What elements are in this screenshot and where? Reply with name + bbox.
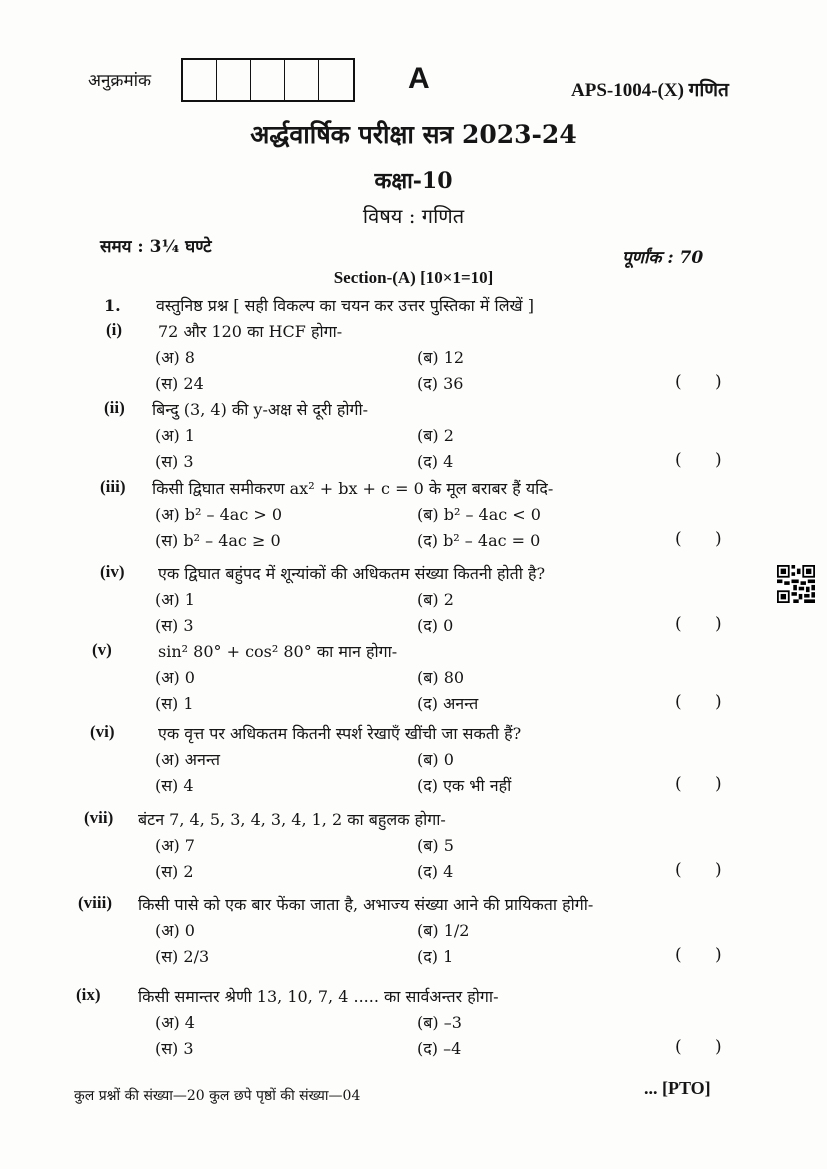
footer-info: कुल प्रश्नों की संख्या—20 कुल छपे पृष्ठों की संख्या—04	[74, 1088, 361, 1104]
question-number: (vi)	[90, 722, 115, 741]
option-d: (द) 4	[417, 452, 454, 471]
class-label: कक्षा-10	[374, 168, 453, 194]
option-c: (स) 1	[155, 694, 194, 713]
option-b: (ब) b² – 4ac < 0	[417, 505, 541, 524]
roll-box	[183, 60, 217, 100]
question-number: (ix)	[76, 985, 101, 1004]
question-text: एक वृत्त पर अधिकतम कितनी स्पर्श रेखाएँ खींची जा सकती हैं?	[158, 724, 522, 743]
roll-box	[319, 60, 353, 100]
section-title: Section-(A) [10×1=10]	[333, 268, 494, 287]
question-text: बंटन 7, 4, 5, 3, 4, 3, 4, 1, 2 का बहुलक होगा-	[138, 810, 446, 829]
option-c: (स) b² – 4ac ≥ 0	[155, 531, 281, 550]
max-marks: पूर्णांक : 70	[622, 248, 704, 268]
option-c: (स) 3	[155, 452, 194, 471]
question-text: किसी द्विघात समीकरण ax² + bx + c = 0 के मूल बराबर हैं यदि-	[152, 479, 554, 498]
pto-label: ... [PTO]	[644, 1078, 711, 1098]
answer-box: ( )	[675, 1037, 736, 1057]
option-c: (स) 3	[155, 616, 194, 635]
option-d: (द) 4	[417, 862, 454, 881]
exam-title: अर्द्धवार्षिक परीक्षा सत्र 2023-24	[250, 120, 577, 149]
option-d: (द) एक भी नहीं	[417, 776, 512, 795]
option-c: (स) 4	[155, 776, 194, 795]
option-a: (अ) 0	[155, 921, 195, 940]
question-number: (i)	[106, 320, 123, 339]
option-d: (द) 1	[417, 947, 454, 966]
option-d: (द) 0	[417, 616, 454, 635]
option-b: (ब) 2	[417, 426, 454, 445]
option-a: (अ) अनन्त	[155, 750, 220, 769]
option-a: (अ) 0	[155, 668, 195, 687]
option-b: (ब) 80	[417, 668, 465, 687]
option-a: (अ) 4	[155, 1013, 195, 1032]
option-c: (स) 2	[155, 862, 194, 881]
option-a: (अ) 8	[155, 348, 195, 367]
roll-number-label: अनुक्रमांक	[88, 71, 152, 91]
question-number: (ii)	[104, 398, 125, 417]
answer-box: ( )	[675, 614, 736, 634]
instruction-text: वस्तुनिष्ठ प्रश्न [ सही विकल्प का चयन कर उत्तर पुस्तिका में लिखें ]	[156, 296, 534, 315]
question-text: sin² 80° + cos² 80° का मान होगा-	[158, 642, 398, 661]
question-text: किसी पासे को एक बार फेंका जाता है, अभाज्य संख्या आने की प्रायिकता होगी-	[138, 895, 594, 914]
option-b: (ब) 5	[417, 836, 454, 855]
option-b: (ब) 1/2	[417, 921, 470, 940]
section-instruction	[104, 294, 534, 316]
answer-box: ( )	[675, 450, 736, 470]
question-number: (viii)	[78, 893, 112, 912]
option-c: (स) 3	[155, 1039, 194, 1058]
option-a: (अ) b² – 4ac > 0	[155, 505, 283, 524]
roll-box	[251, 60, 285, 100]
option-d: (द) b² – 4ac = 0	[417, 531, 541, 550]
option-b: (ब) 12	[417, 348, 465, 367]
option-c: (स) 24	[155, 374, 204, 393]
option-a: (अ) 1	[155, 590, 195, 609]
question-number: 1.	[104, 296, 121, 315]
option-b: (ब) –3	[417, 1013, 462, 1032]
question-number: (iv)	[100, 562, 125, 581]
option-b: (ब) 2	[417, 590, 454, 609]
question-number: (vii)	[84, 808, 114, 827]
question-text: बिन्दु (3, 4) की y-अक्ष से दूरी होगी-	[152, 400, 369, 419]
option-a: (अ) 7	[155, 836, 195, 855]
answer-box: ( )	[675, 372, 736, 392]
roll-box	[217, 60, 251, 100]
answer-box: ( )	[675, 860, 736, 880]
option-c: (स) 2/3	[155, 947, 210, 966]
answer-box: ( )	[675, 692, 736, 712]
roll-box	[285, 60, 319, 100]
subject-label: विषय : गणित	[362, 204, 465, 228]
paper-code: APS-1004-(X) गणित	[571, 80, 729, 101]
question-number: (iii)	[100, 477, 126, 496]
question-text: एक द्विघात बहुंपद में शून्यांकों की अधिकतम संख्या कितनी होती है?	[158, 564, 546, 583]
roll-number-boxes	[181, 58, 355, 102]
qr-code-icon	[777, 565, 815, 603]
time-allowed: समय : 3¼ घण्टे	[100, 237, 212, 257]
option-a: (अ) 1	[155, 426, 195, 445]
question-number: (v)	[92, 640, 112, 659]
option-d: (द) –4	[417, 1039, 462, 1058]
answer-box: ( )	[675, 945, 736, 965]
answer-box: ( )	[675, 529, 736, 549]
option-d: (द) अनन्त	[417, 694, 479, 713]
option-d: (द) 36	[417, 374, 464, 393]
question-text: 72 और 120 का HCF होगा-	[158, 322, 343, 341]
question-text: किसी समान्तर श्रेणी 13, 10, 7, 4 ..... का सार्वअन्तर होगा-	[138, 987, 499, 1006]
paper-set: A	[408, 62, 430, 95]
option-b: (ब) 0	[417, 750, 454, 769]
answer-box: ( )	[675, 774, 736, 794]
